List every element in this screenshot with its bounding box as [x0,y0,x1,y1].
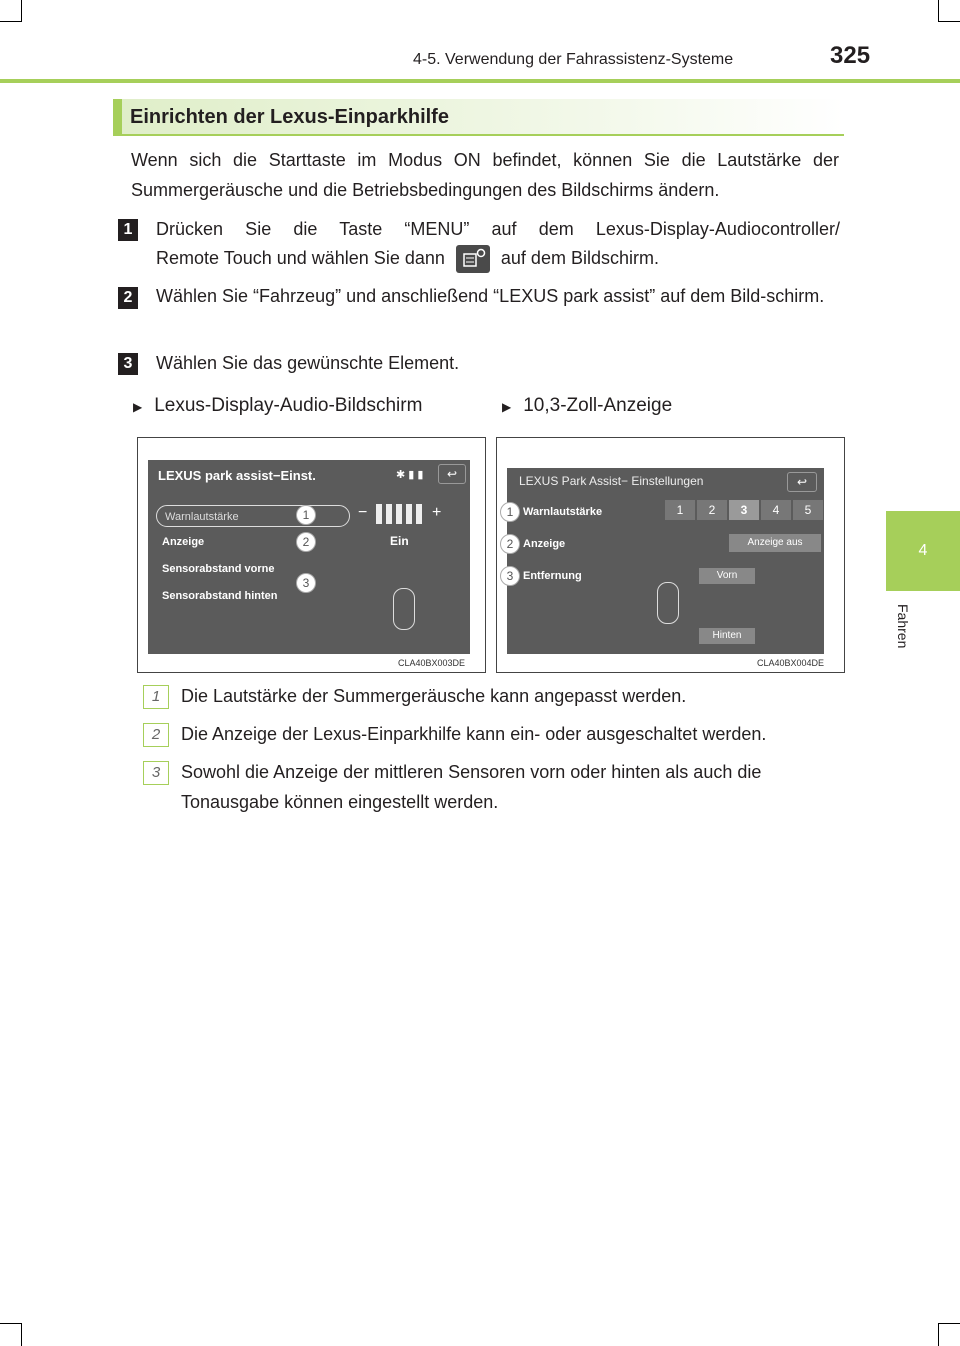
row-sensor-rear[interactable]: Sensorabstand hinten [162,590,278,602]
level-4[interactable]: 4 [761,500,791,520]
level-5[interactable]: 5 [793,500,823,520]
marker-3: 3 [296,573,316,593]
view-label: ▶ Lexus-Display-Audio-Bildschirm [133,395,423,416]
screen-title: LEXUS park assist−Einst. [158,468,316,483]
crop-mark [21,1323,22,1346]
intro-paragraph: Wenn sich die Starttaste im Modus ON befindet, können Sie die Lautstärke der Summergeräusche und die Betriebsbedingungen des Bildschirms ändern. [131,150,839,200]
screen-figure-10-3-inch [496,437,845,673]
step-text [156,243,659,273]
level-2[interactable]: 2 [697,500,727,520]
section-accent [113,99,122,134]
display-value[interactable]: Ein [390,534,409,548]
note-number: 2 [143,723,169,747]
rear-button[interactable]: Hinten [699,628,755,644]
crop-mark [0,1323,22,1324]
page-number: 325 [830,42,871,69]
screen-title: LEXUS Park Assist− Einstellungen [519,474,704,488]
row-display[interactable]: Anzeige [523,538,566,550]
row-warning-volume[interactable]: Warnlautstärke [523,506,603,518]
side-label: Fahren [895,604,911,649]
screen-figure-lexus-display [137,437,486,673]
marker-1: 1 [500,502,520,522]
chapter-header: 4-5. Verwendung der Fahrassistenz-Systeme [413,51,734,68]
screen-panel [507,468,824,654]
header-rule [0,79,960,83]
car-icon [393,588,415,630]
step-number: 3 [118,353,138,375]
volume-bars [376,504,424,524]
step-number: 2 [118,287,138,309]
note-text: Sowohl die Anzeige der mittleren Sensoren vorn oder hinten als auch die [181,762,762,782]
note-text: Die Lautstärke der Summergeräusche kann angepasst werden. [181,686,687,706]
setup-icon [456,245,490,273]
level-1[interactable]: 1 [665,500,695,520]
plus-button[interactable]: + [432,504,442,521]
row-distance[interactable]: Entfernung [523,570,582,582]
marker-3: 3 [500,566,520,586]
view-label: ▶ 10,3-Zoll-Anzeige [502,395,673,416]
status-icons: ✱ ▮ ▮ [396,469,424,481]
step-text: Wählen Sie “Fahrzeug” und anschließend “LEXUS park assist” auf dem Bild-schirm. [156,286,825,306]
figure-caption: CLA40BX004DE [757,658,825,668]
note-number: 1 [143,685,169,709]
crop-mark [938,1323,960,1324]
screen-panel [148,460,470,654]
figure-caption: CLA40BX003DE [398,658,466,668]
marker-2: 2 [296,532,316,552]
step-text-part: auf dem Bildschirm. [500,248,659,268]
triangle-icon: ▶ [133,400,143,414]
marker-1: 1 [296,505,316,525]
section-title: Einrichten der Lexus-Einparkhilfe [130,106,449,128]
note-text: Die Anzeige der Lexus-Einparkhilfe kann ein- oder ausgeschaltet werden. [181,724,767,744]
triangle-icon: ▶ [502,400,512,414]
crop-mark [0,21,22,22]
crop-mark [21,0,22,22]
step-number: 1 [118,219,138,241]
settings-list-icon [456,245,490,273]
front-button[interactable]: Vorn [699,568,755,584]
row-warning-volume[interactable]: Warnlautstärke [156,505,350,527]
step-text: Wählen Sie das gewünschte Element. [156,353,460,373]
back-icon[interactable]: ↩ [787,472,817,492]
display-off-button[interactable]: Anzeige aus [729,534,821,552]
row-sensor-front[interactable]: Sensorabstand vorne [162,563,275,575]
step-text: Drücken Sie die Taste “MENU” auf dem Lexus-Display-Audiocontroller/ [156,219,840,239]
level-3[interactable]: 3 [729,500,759,520]
minus-button[interactable]: − [358,504,368,521]
car-icon [657,582,679,624]
row-display[interactable]: Anzeige [162,536,205,548]
crop-mark [938,1323,939,1346]
note-number: 3 [143,761,169,785]
step-text-part: Remote Touch und wählen Sie dann [156,248,445,268]
crop-mark [938,21,960,22]
level-buttons[interactable] [665,500,823,520]
back-icon[interactable]: ↩ [438,464,466,484]
crop-mark [938,0,939,22]
chapter-tab: 4 [886,511,960,591]
marker-2: 2 [500,534,520,554]
note-text: Tonausgabe können eingestellt werden. [181,792,499,812]
